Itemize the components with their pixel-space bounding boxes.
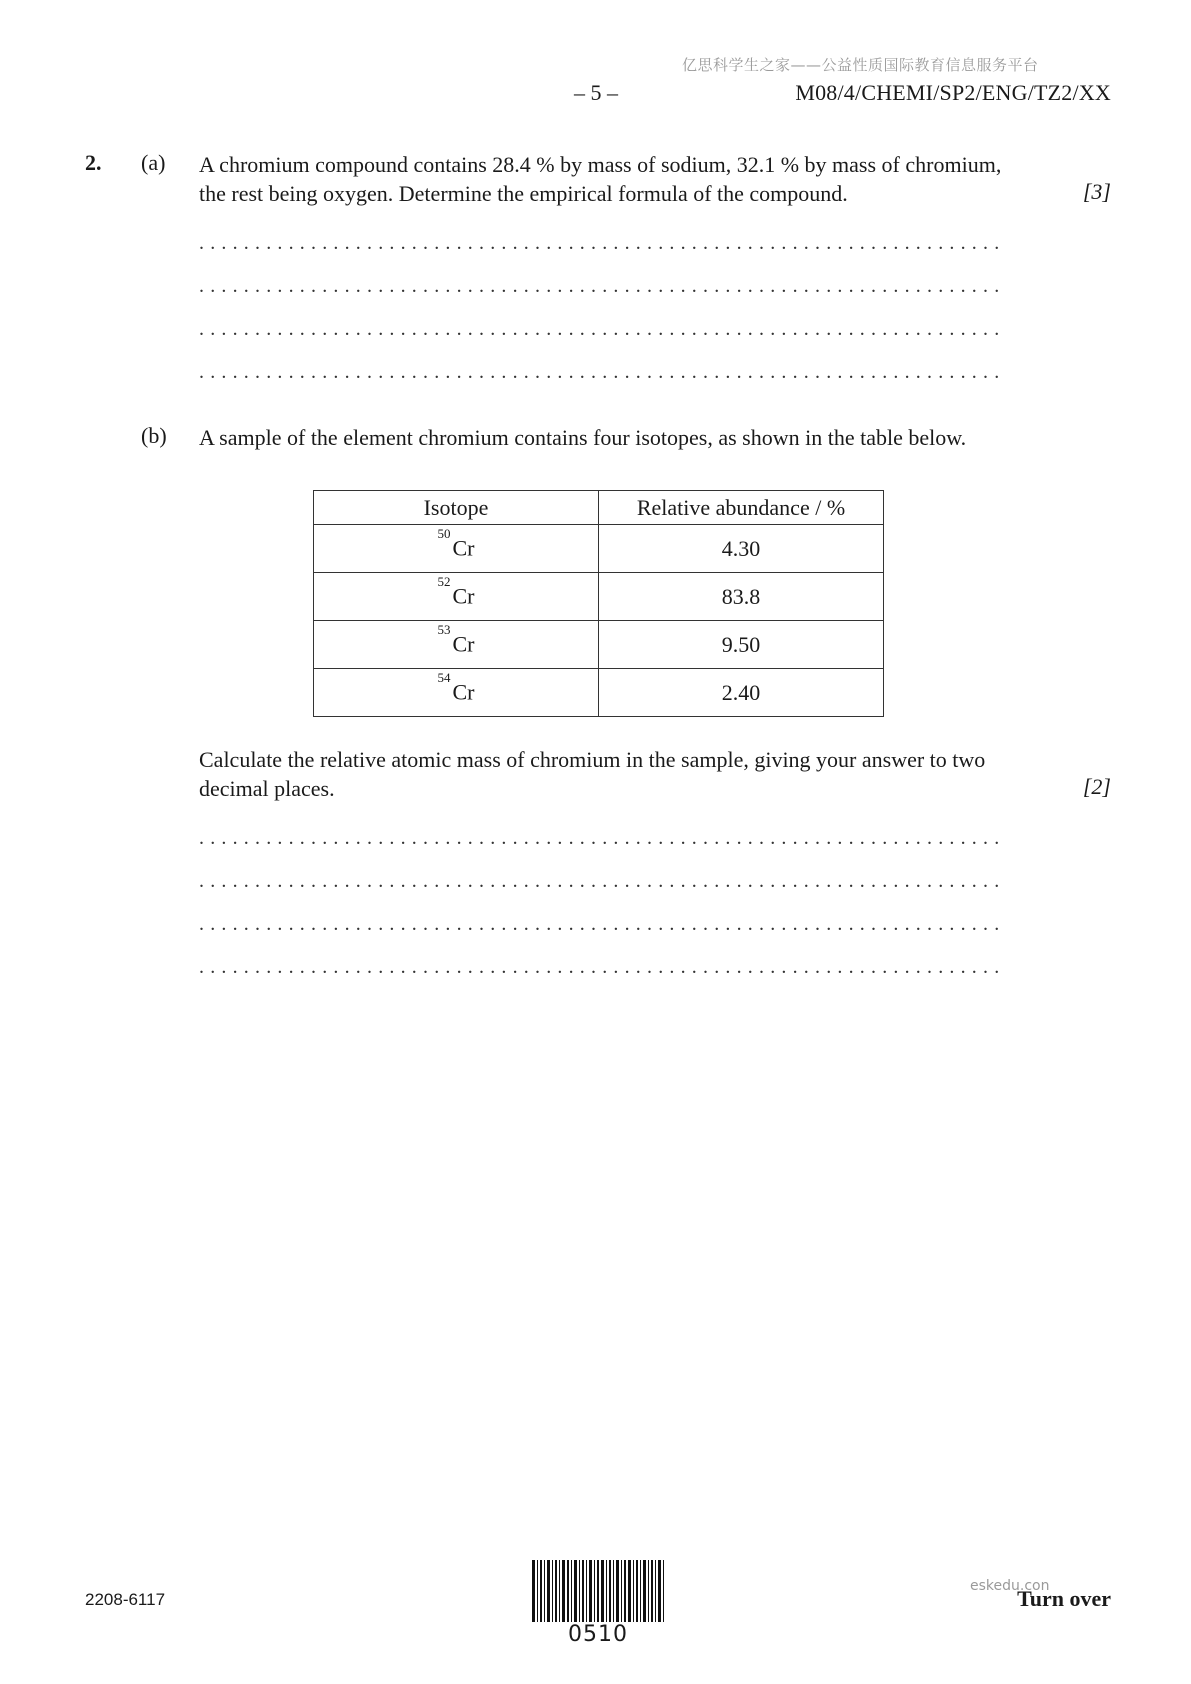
isotope-cell: [314, 573, 599, 621]
mass-number: 54: [437, 670, 451, 686]
table-header-cell: Relative abundance / %: [599, 491, 884, 525]
part-b-intro: A sample of the element chromium contains four isotopes, as shown in the table below.: [199, 425, 967, 450]
header-watermark: 亿思科学生之家——公益性质国际教育信息服务平台: [682, 56, 1039, 74]
abundance-cell: 83.8: [599, 573, 884, 621]
part-a-line-2: the rest being oxygen. Determine the empirical formula of the compound.: [199, 181, 848, 206]
element-symbol: Cr: [452, 679, 475, 705]
answer-line[interactable]: ........................................................................: [199, 232, 1006, 254]
part-b-task-line-1: Calculate the relative atomic mass of chromium in the sample, giving your answer to two: [199, 747, 986, 772]
answer-line[interactable]: ........................................................................: [199, 827, 1006, 849]
barcode-icon: [532, 1560, 664, 1622]
part-b-label: (b): [141, 423, 167, 448]
table-header-row: [314, 491, 884, 525]
isotope-table: [313, 490, 884, 717]
footer-watermark: eskedu.con: [970, 1578, 1050, 1594]
table-row: [314, 525, 884, 573]
question-number: 2.: [85, 150, 102, 175]
answer-line[interactable]: ........................................................................: [199, 275, 1006, 297]
element-symbol: Cr: [452, 583, 475, 609]
abundance-cell: 2.40: [599, 669, 884, 717]
page-number: – 5 –: [574, 80, 618, 105]
mass-number: 50: [437, 526, 451, 542]
part-a-line-1: A chromium compound contains 28.4 % by mass of sodium, 32.1 % by mass of chromium,: [199, 152, 1002, 177]
footer-code: 2208-6117: [85, 1590, 166, 1609]
mass-number: 52: [437, 574, 451, 590]
table-row: [314, 669, 884, 717]
isotope-cell: [314, 621, 599, 669]
part-a-label: (a): [141, 150, 166, 175]
element-symbol: Cr: [452, 535, 475, 561]
answer-line[interactable]: ........................................................................: [199, 913, 1006, 935]
element-symbol: Cr: [452, 631, 475, 657]
part-a-text: [199, 150, 1059, 208]
barcode-number: 0510: [568, 1622, 628, 1647]
abundance-cell: 4.30: [599, 525, 884, 573]
isotope-cell: [314, 525, 599, 573]
isotope-cell: [314, 669, 599, 717]
part-b-marks: [2]: [1082, 774, 1111, 799]
part-b-task: [199, 745, 1059, 803]
answer-line[interactable]: ........................................................................: [199, 870, 1006, 892]
paper-code: M08/4/CHEMI/SP2/ENG/TZ2/XX: [795, 80, 1111, 105]
table-header-cell: Isotope: [314, 491, 599, 525]
answer-line[interactable]: ........................................................................: [199, 361, 1006, 383]
part-a-marks: [3]: [1082, 179, 1111, 204]
answer-line[interactable]: ........................................................................: [199, 956, 1006, 978]
table-row: [314, 573, 884, 621]
mass-number: 53: [437, 622, 451, 638]
abundance-cell: 9.50: [599, 621, 884, 669]
part-b-task-line-2: decimal places.: [199, 776, 335, 801]
answer-line[interactable]: ........................................................................: [199, 318, 1006, 340]
turn-over-label: Turn over: [1017, 1586, 1111, 1611]
table-row: [314, 621, 884, 669]
